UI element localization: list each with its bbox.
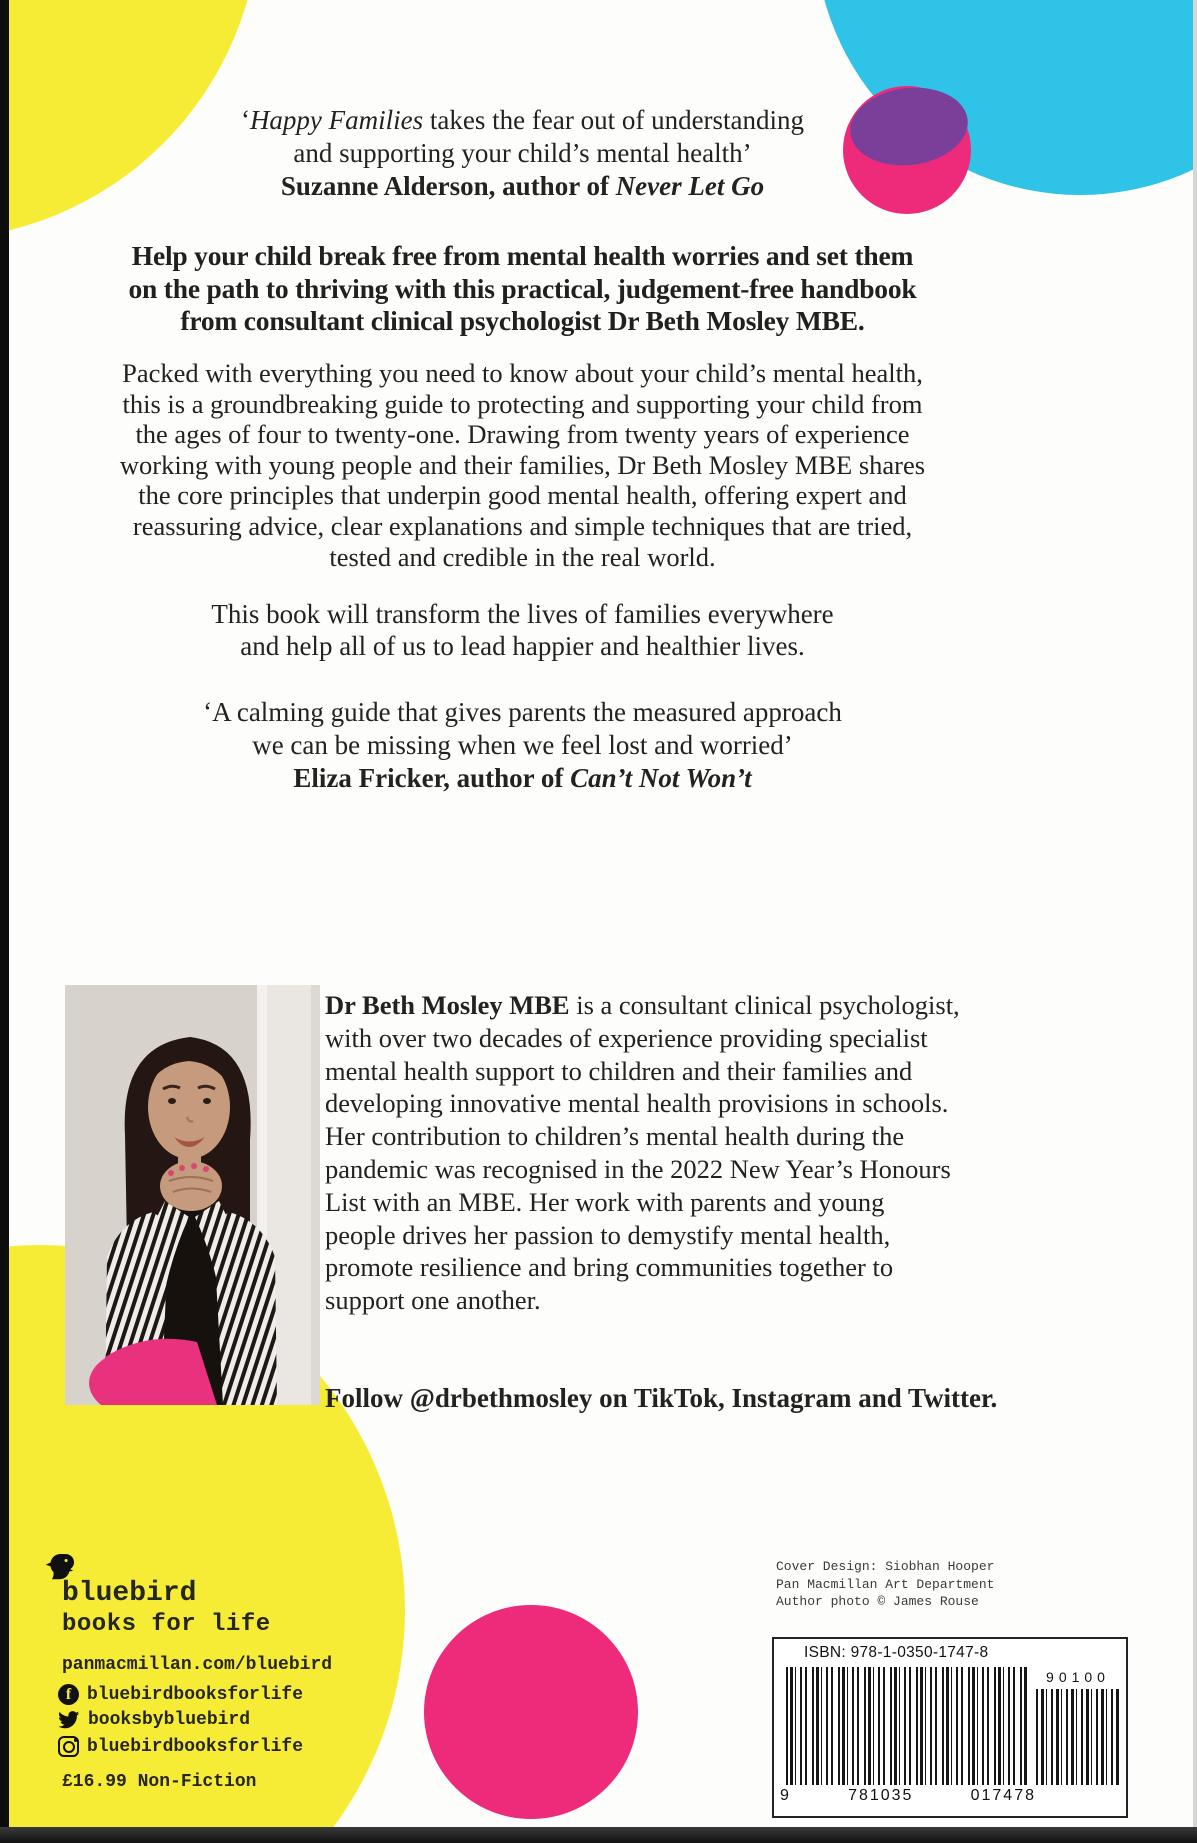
- synopsis-line: reassuring advice, clear explanations and simple techniques that are tried,: [132, 510, 913, 541]
- imprint-name: bluebird: [62, 1578, 197, 1609]
- bio-line: pandemic was recognised in the 2022 New Year’s Honours: [325, 1153, 951, 1184]
- intro-line: on the path to thriving with this practical, judgement-free handbook: [128, 272, 917, 304]
- social-row-facebook: [58, 1684, 303, 1705]
- social-handle: bluebirdbooksforlife: [87, 1736, 304, 1757]
- social-row-instagram: [58, 1736, 303, 1757]
- price-and-category: £16.99 Non-Fiction: [62, 1772, 257, 1792]
- credit-line: Cover Design: Siobhan Hooper: [776, 1559, 995, 1574]
- quote-attribution: Suzanne Alderson, author of Never Let Go: [280, 171, 765, 201]
- credit-line: Pan Macmillan Art Department: [776, 1576, 995, 1592]
- promise-line: and help all of us to lead happier and healthier lives.: [240, 631, 805, 661]
- synopsis-line: tested and credible in the real world.: [329, 541, 716, 572]
- synopsis-line: the core principles that underpin good mental health, offering expert and: [138, 480, 907, 511]
- bio-line: people drives her passion to demystify mental health,: [325, 1219, 891, 1250]
- instagram-icon: [58, 1736, 79, 1757]
- bio-line: Her contribution to children’s mental health during the: [325, 1121, 905, 1152]
- quote-line: and supporting your child’s mental health’: [293, 138, 752, 168]
- synopsis-line: working with young people and their families, Dr Beth Mosley MBE shares: [119, 449, 926, 480]
- synopsis-line: Packed with everything you need to know about your child’s mental health,: [122, 358, 923, 388]
- quote-line: we can be missing when we feel lost and worried’: [252, 730, 793, 760]
- social-follow-line: Follow @drbethmosley on TikTok, Instagram and Twitter.: [325, 1383, 998, 1413]
- synopsis-line: the ages of four to twenty-one. Drawing from twenty years of experience: [135, 419, 910, 450]
- imprint-tagline: books for life: [62, 1611, 271, 1638]
- pink-circle-bottom: [424, 1605, 638, 1819]
- barcode-addon-bars: [1036, 1689, 1120, 1785]
- intro-paragraph: [0, 240, 1045, 338]
- intro-line: from consultant clinical psychologist Dr Beth Mosley MBE.: [180, 305, 865, 336]
- author-bio: [325, 989, 1005, 1317]
- endorsement-quote-top: [0, 104, 1045, 203]
- barcode-addon-code: 90100: [1046, 1669, 1110, 1685]
- barcode-bars: [786, 1667, 1028, 1785]
- bio-line: List with an MBE. Her work with parents and young: [325, 1186, 885, 1217]
- promise-line: This book will transform the lives of families everywhere: [211, 599, 834, 629]
- synopsis-line: this is a groundbreaking guide to protecting and supporting your child from: [122, 388, 923, 419]
- promise-paragraph: [0, 598, 1045, 662]
- credits-block: [776, 1558, 994, 1611]
- quote-line: ‘A calming guide that gives parents the measured approach: [203, 697, 842, 727]
- bio-line: developing innovative mental health provisions in schools.: [325, 1088, 949, 1119]
- isbn-label: ISBN: 978-1-0350-1747-8: [804, 1644, 989, 1661]
- social-handle: bluebirdbooksforlife: [87, 1684, 304, 1705]
- scan-edge-left: [0, 0, 9, 1843]
- author-name-bold: Dr Beth Mosley MBE: [325, 990, 570, 1020]
- author-photo-illustration: [65, 985, 320, 1405]
- scan-edge-right: [1193, 0, 1197, 1843]
- cited-book-title: Can’t Not Won’t: [570, 763, 752, 793]
- social-handle: booksbybluebird: [88, 1710, 251, 1730]
- twitter-icon: [58, 1711, 80, 1730]
- book-title-italic: Happy Families: [249, 105, 424, 135]
- bio-line: Dr Beth Mosley MBE is a consultant clinical psychologist,: [325, 990, 960, 1020]
- bio-line: with over two decades of experience providing specialist: [325, 1022, 928, 1053]
- bio-line: mental health support to children and their families and: [325, 1055, 913, 1086]
- bio-line: promote resilience and bring communities together to: [325, 1252, 894, 1283]
- quote-line: ‘Happy Families takes the fear out of understanding: [240, 105, 805, 135]
- author-photo: [65, 985, 320, 1405]
- intro-line: Help your child break free from mental health worries and set them: [131, 240, 914, 271]
- synopsis-paragraph: [0, 358, 1045, 572]
- facebook-icon: [58, 1684, 79, 1705]
- cited-book-title: Never Let Go: [615, 171, 765, 201]
- scan-edge-bottom: [0, 1827, 1197, 1843]
- endorsement-quote-bottom: [0, 696, 1045, 795]
- isbn-barcode: [772, 1637, 1128, 1818]
- credit-line: Author photo © James Rouse: [776, 1594, 979, 1609]
- publisher-website: panmacmillan.com/bluebird: [62, 1655, 333, 1675]
- social-row-twitter: [58, 1710, 250, 1730]
- quote-attribution: Eliza Fricker, author of Can’t Not Won’t: [293, 763, 752, 793]
- bio-line: support one another.: [325, 1285, 541, 1316]
- barcode-digits: 9 781035 017478: [780, 1787, 1036, 1804]
